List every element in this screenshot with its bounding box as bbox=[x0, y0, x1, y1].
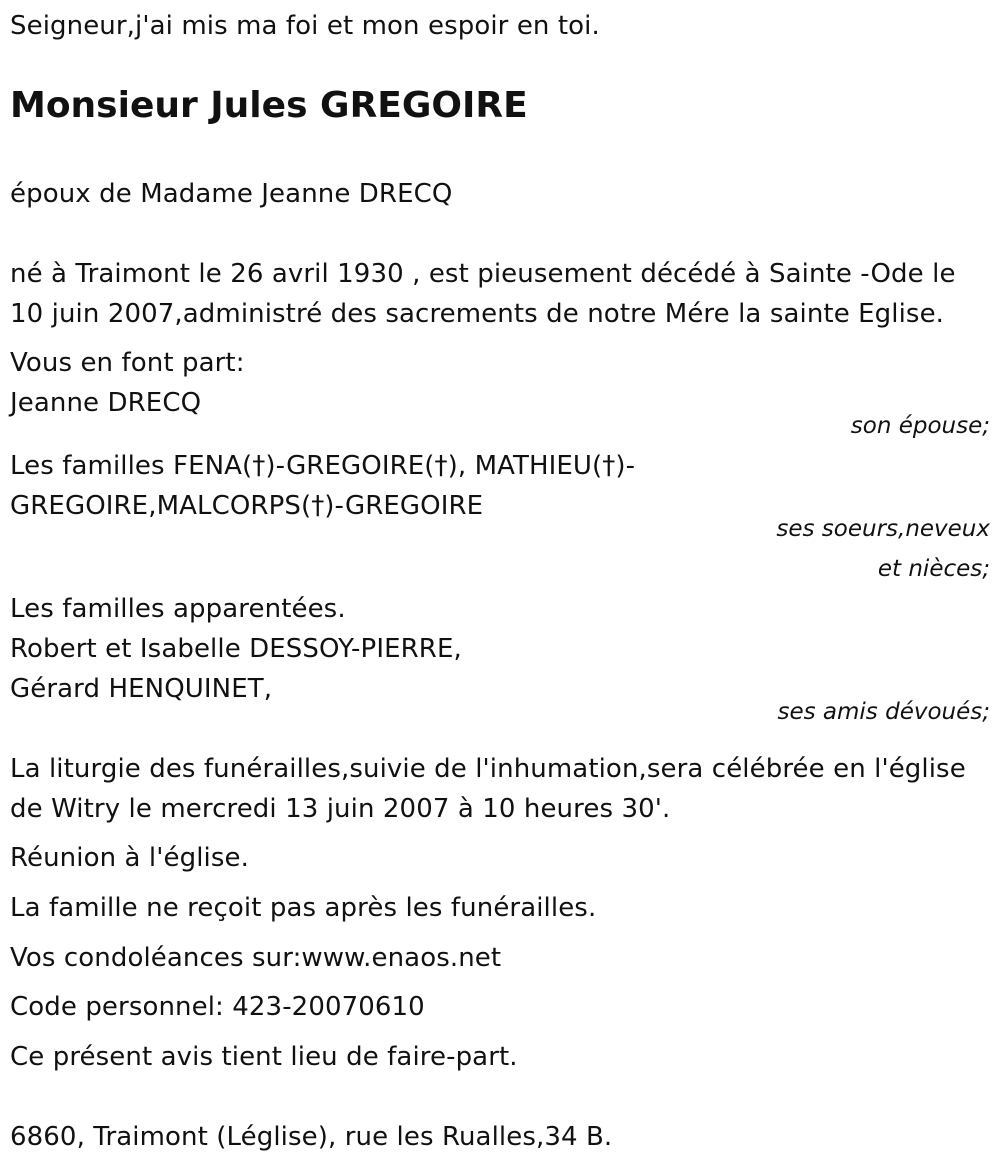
deceased-name-heading: Monsieur Jules GREGOIRE bbox=[10, 85, 528, 126]
no-reception-line: La famille ne reçoit pas après les funérailles. bbox=[10, 893, 597, 923]
liturgy-line-1: La liturgie des funérailles,suivie de l'inhumation,sera célébrée en l'église bbox=[10, 754, 966, 784]
birth-death-line-2: 10 juin 2007,administré des sacrements de notre Mére la sainte Eglise. bbox=[10, 299, 945, 329]
families-line-1: Les familles FENA(†)-GREGOIRE(†), MATHIEU(†)- bbox=[10, 451, 636, 481]
prayer-line: Seigneur,j'ai mis ma foi et mon espoir en toi. bbox=[10, 11, 600, 41]
families-role-line-1: ses soeurs,neveux bbox=[776, 516, 990, 542]
address-line: 6860, Traimont (Léglise), rue les Rualles,34 B. bbox=[10, 1122, 613, 1152]
spouse-name: Jeanne DRECQ bbox=[10, 388, 202, 418]
families-role-line-2: et nièces; bbox=[877, 556, 990, 582]
condolences-line: Vos condoléances sur:www.enaos.net bbox=[10, 943, 502, 973]
personal-code-line: Code personnel: 423-20070610 bbox=[10, 992, 425, 1022]
families-line-2: GREGOIRE,MALCORPS(†)-GREGOIRE bbox=[10, 491, 484, 521]
spouse-line: époux de Madame Jeanne DRECQ bbox=[10, 179, 453, 209]
related-person-1: Robert et Isabelle DESSOY-PIERRE, bbox=[10, 634, 462, 664]
notice-statement-line: Ce présent avis tient lieu de faire-part. bbox=[10, 1042, 518, 1072]
related-families: Les familles apparentées. bbox=[10, 594, 346, 624]
related-person-2: Gérard HENQUINET, bbox=[10, 674, 273, 704]
meeting-line: Réunion à l'église. bbox=[10, 843, 249, 873]
friends-role: ses amis dévoués; bbox=[777, 699, 990, 725]
liturgy-line-2: de Witry le mercredi 13 juin 2007 à 10 heures 30'. bbox=[10, 794, 671, 824]
spouse-role: son épouse; bbox=[850, 413, 990, 439]
announce-intro: Vous en font part: bbox=[10, 348, 245, 378]
birth-death-line-1: né à Traimont le 26 avril 1930 , est pieusement décédé à Sainte -Ode le bbox=[10, 259, 956, 289]
